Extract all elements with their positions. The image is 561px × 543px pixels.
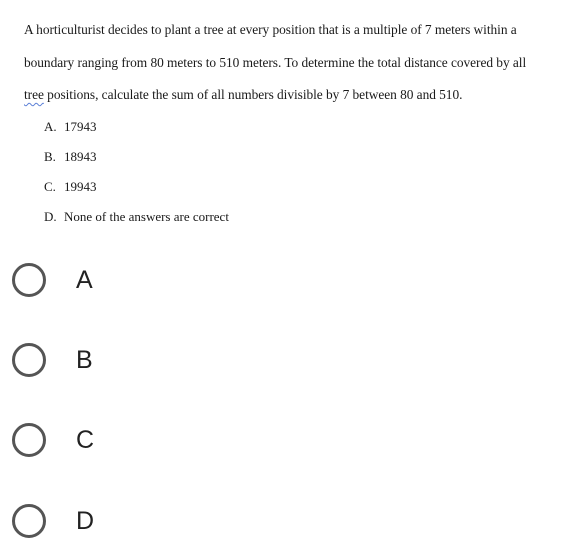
choice-c (44, 172, 229, 202)
answer-choices-list (44, 112, 229, 232)
radio-label-b[interactable]: B (76, 345, 93, 374)
choice-text: None of the answers are correct (64, 209, 229, 224)
choice-text: 18943 (64, 149, 97, 164)
choice-text: 19943 (64, 179, 97, 194)
radio-option-c[interactable] (12, 418, 94, 462)
choice-letter: A. (44, 119, 57, 134)
radio-option-a[interactable] (12, 258, 93, 302)
spellcheck-underlined-word: tree (24, 87, 44, 102)
radio-label-d[interactable]: D (76, 506, 95, 535)
question-line-2: boundary ranging from 80 meters to 510 meters. To determine the total distance covered by all (24, 54, 527, 70)
radio-option-d[interactable] (12, 499, 94, 543)
choice-letter: D. (44, 209, 57, 224)
radio-label-c[interactable]: C (76, 425, 95, 454)
question-text (24, 14, 554, 112)
radio-button-d[interactable] (12, 504, 46, 538)
question-line-1: A horticulturist decides to plant a tree at every position that is a multiple of 7 meters within a (24, 22, 517, 37)
choice-text: 17943 (64, 119, 97, 134)
choice-b (44, 142, 229, 172)
radio-button-c[interactable] (12, 423, 46, 457)
radio-label-a[interactable]: A (76, 265, 93, 294)
choice-d (44, 202, 229, 232)
radio-button-b[interactable] (12, 343, 46, 377)
choice-letter: B. (44, 149, 56, 164)
choice-letter: C. (44, 179, 56, 194)
radio-option-b[interactable] (12, 338, 93, 382)
question-line-3 (24, 79, 554, 112)
radio-button-a[interactable] (12, 263, 46, 297)
choice-a (44, 112, 229, 142)
question-line-3-rest: positions, calculate the sum of all numbers divisible by 7 between 80 and 510. (43, 87, 463, 102)
